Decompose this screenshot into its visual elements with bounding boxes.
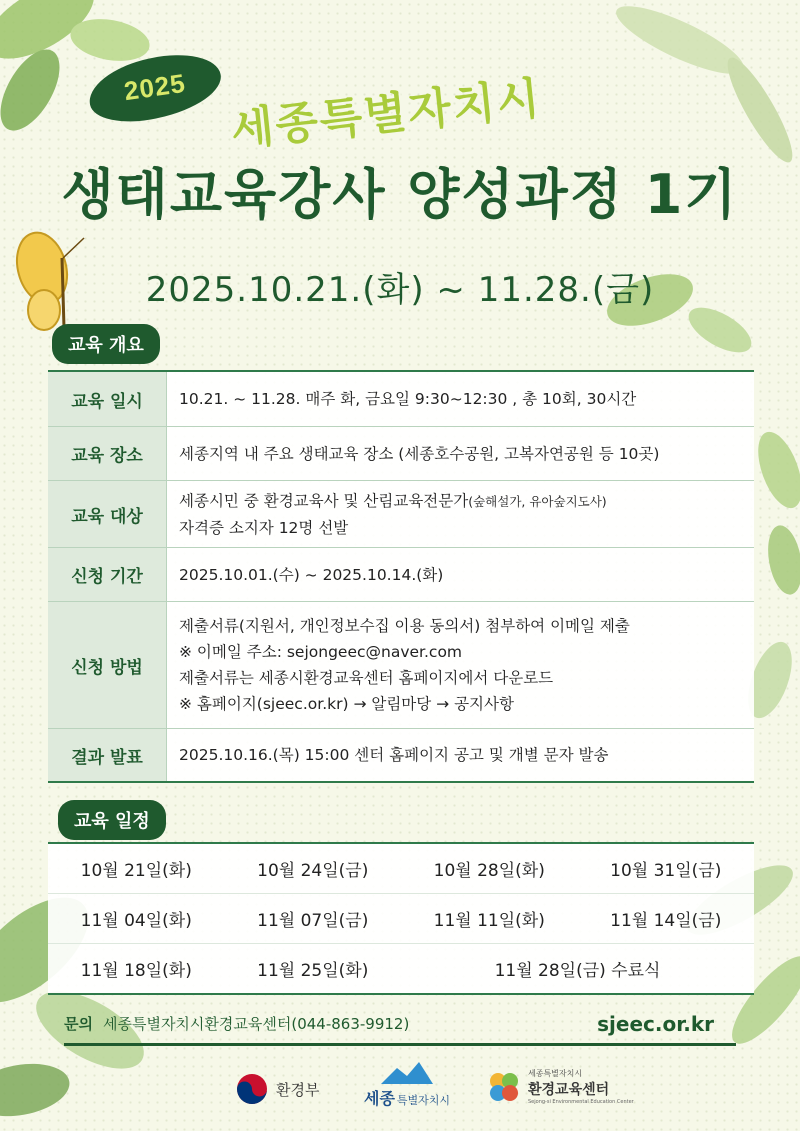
row-head: 결과 발표 (48, 729, 167, 781)
schedule-date-graduation: 11월 28일(금) 수료식 (494, 961, 661, 981)
row-line: 제출서류는 세종시환경교육센터 홈페이지에서 다운로드 (179, 669, 554, 687)
row-value (167, 729, 620, 781)
row-head: 신청 기간 (48, 548, 167, 601)
overview-table (48, 370, 754, 783)
website-link[interactable]: sjeec.or.kr (597, 1012, 714, 1036)
schedule-date: 11월 04일(화) (80, 911, 192, 931)
row-line: 세종지역 내 주요 생태교육 장소 (세종호수공원, 고복자연공원 등 10곳) (179, 444, 660, 463)
row-line: 10.21. ~ 11.28. 매주 화, 금요일 9:30~12:30 , 총 10회, 30시간 (179, 390, 637, 408)
table-row (48, 372, 754, 427)
sejong-mountain-icon (379, 1060, 435, 1086)
row-line: 제출서류(지원서, 개인정보수집 이용 동의서) 첨부하여 이메일 제출 (179, 617, 630, 635)
schedule-date: 10월 31일(금) (610, 861, 722, 881)
schedule-date: 11월 18일(화) (80, 961, 192, 981)
row-head: 교육 장소 (48, 427, 167, 480)
schedule-date: 11월 14일(금) (610, 911, 722, 931)
table-row (48, 427, 754, 481)
schedule-date: 10월 24일(금) (257, 861, 369, 881)
contact-text: 세종특별자치시환경교육센터(044-863-9912) (102, 1015, 410, 1033)
row-value (167, 548, 455, 601)
row-value (167, 602, 642, 728)
schedule-row (48, 944, 754, 993)
table-row (48, 548, 754, 602)
taegeuk-icon (236, 1073, 268, 1105)
row-line (179, 488, 607, 515)
row-head: 신청 방법 (48, 602, 167, 728)
sejong-logo (364, 1060, 450, 1109)
contact-label: 문의 (64, 1015, 93, 1033)
row-value (167, 481, 619, 547)
center-sub: Sejong-si Environmental Education Center (528, 1099, 634, 1105)
row-value (167, 372, 648, 426)
table-row (48, 481, 754, 548)
ministry-name: 환경부 (276, 1080, 320, 1099)
schedule-date: 10월 21일(화) (80, 861, 192, 881)
row-value (167, 427, 671, 480)
schedule-row (48, 894, 754, 944)
overview-section-label: 교육 개요 (52, 324, 160, 364)
row-head: 교육 일시 (48, 372, 167, 426)
schedule-date: 11월 07일(금) (257, 911, 369, 931)
schedule-date: 11월 11일(화) (433, 911, 545, 931)
sejong-main: 세종 (364, 1089, 395, 1108)
table-row (48, 729, 754, 781)
row-line-main: 세종시민 중 환경교육사 및 산림교육전문가 (179, 491, 469, 510)
schedule-section-label: 교육 일정 (58, 800, 166, 840)
row-line: 2025.10.01.(수) ~ 2025.10.14.(화) (179, 565, 444, 584)
page-title: 생태교육강사 양성과정 1기 (61, 163, 739, 226)
sejong-wordmark (364, 1086, 450, 1109)
row-line: 2025.10.16.(목) 15:00 센터 홈페이지 공고 및 개별 문자 발송 (179, 746, 609, 764)
center-flower-icon (486, 1069, 522, 1105)
ministry-logo (236, 1073, 319, 1105)
center-wordmark (528, 1068, 634, 1105)
organization-title: 세종특별자치시 (228, 72, 544, 157)
contact-info (64, 1013, 409, 1034)
center-main: 환경교육센터 (528, 1082, 610, 1098)
sejong-sub: 특별자치시 (396, 1094, 451, 1107)
row-head: 교육 대상 (48, 481, 167, 547)
center-top: 세종특별자치시 (528, 1069, 583, 1078)
course-period: 2025.10.21.(화) ~ 11.28.(금) (145, 270, 655, 310)
schedule-date: 10월 28일(화) (433, 861, 545, 881)
row-line: ※ 홈페이지(sjeec.or.kr) → 알림마당 → 공지사항 (179, 695, 514, 713)
row-line-note: (숲해설가, 유아숲지도사) (468, 493, 607, 509)
center-logo (486, 1068, 634, 1105)
footer-divider (64, 1043, 736, 1046)
row-line: ※ 이메일 주소: sejongeec@naver.com (179, 643, 463, 661)
schedule-date: 11월 25일(화) (257, 961, 369, 981)
table-row (48, 602, 754, 729)
schedule-table (48, 842, 754, 995)
row-line: 자격증 소지자 12명 선발 (179, 518, 349, 537)
year-badge-text: 2025 (122, 67, 188, 107)
schedule-row (48, 844, 754, 894)
